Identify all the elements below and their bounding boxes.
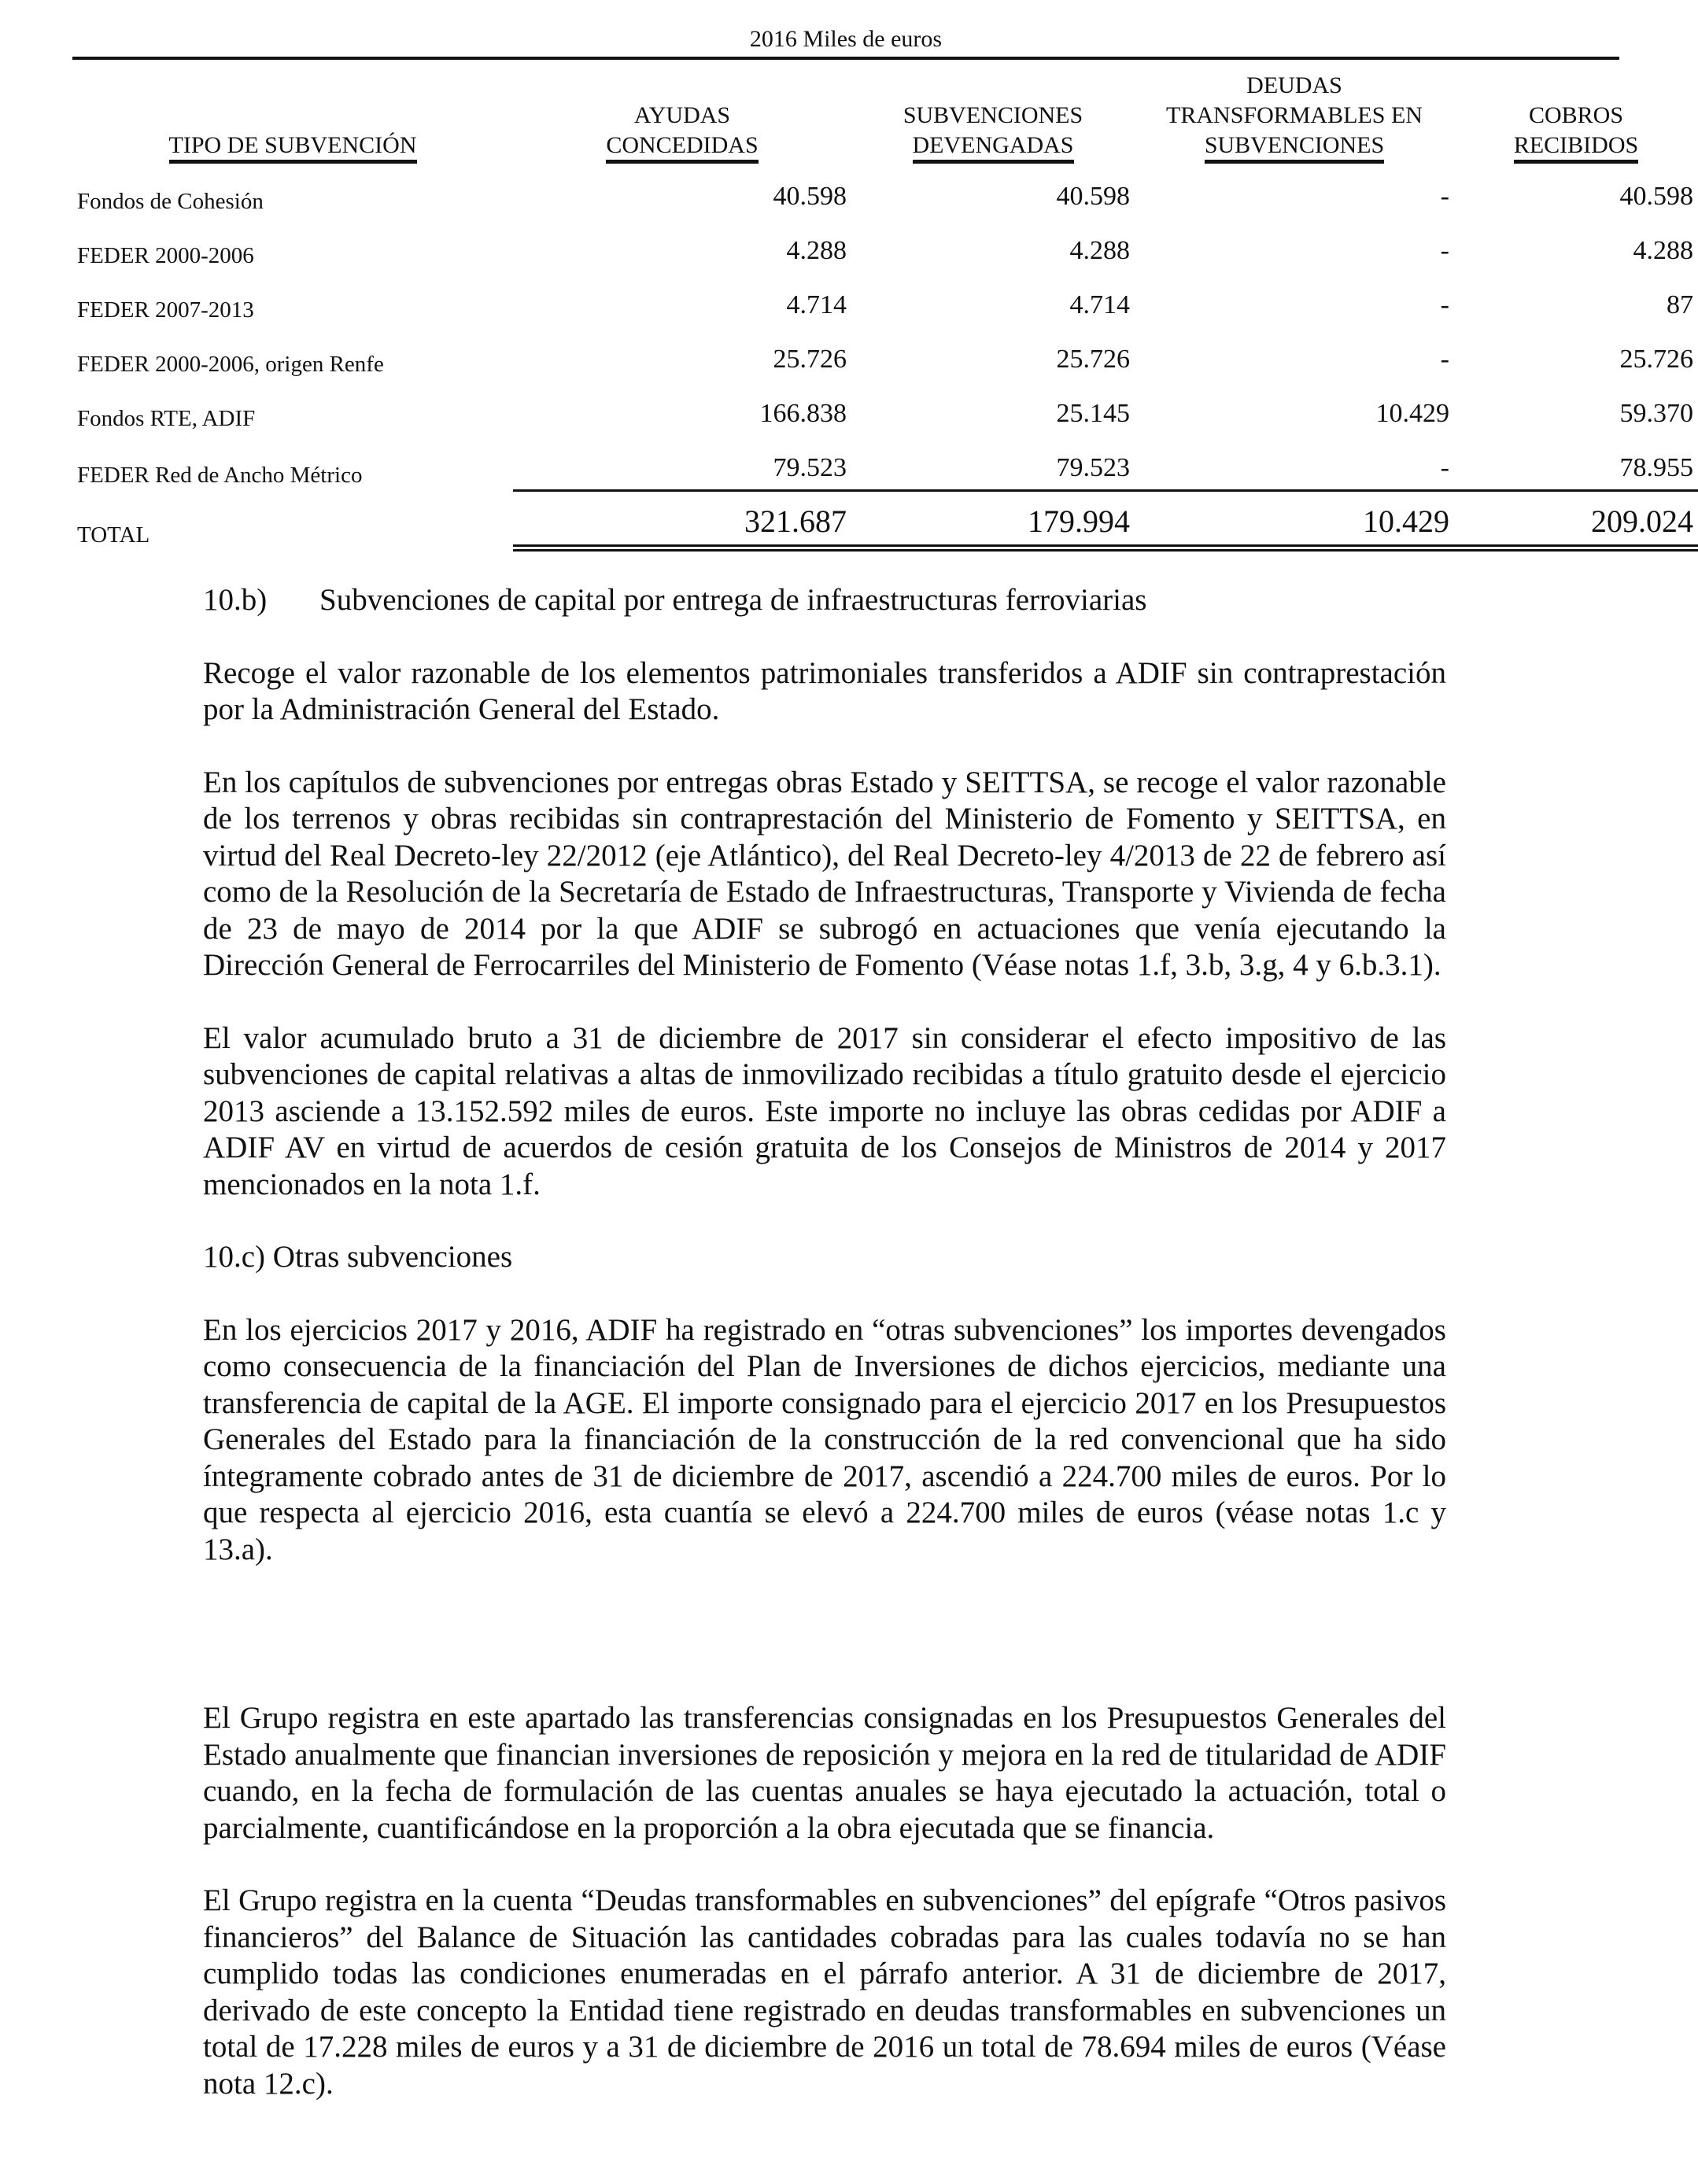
total-cobros: 209.024 xyxy=(1454,492,1698,552)
paragraph: El valor acumulado bruto a 31 de diciembre de 2017 sin considerar el efecto impositivo de las subvenciones de capital relativas a altas de inmovilizado recibidas a título gratuito desde el ejercicio 2013 asciende a 13.152.592 miles de euros. Este importe no incluye las obras cedidas por ADIF a ADIF AV en virtud de acuerdos de cesión gratuita de los Consejos de Ministros de 2014 y 2017 mencionados en la nota 1.f. xyxy=(203,1020,1446,1201)
row-label: Fondos RTE, ADIF xyxy=(77,406,256,431)
total-ayudas: 321.687 xyxy=(513,492,851,552)
paragraph: En los ejercicios 2017 y 2016, ADIF ha registrado en “otras subvenciones” los importes devengados como consecuencia de la financiación del Plan de Inversiones de dichos ejercicios, mediante una transferencia de capital de la AGE. El importe consignado para el ejercicio 2017 en los Presupuestos Generales del Estado para la financiación de la construcción de la red convencional que ha sido íntegramente cobrado antes de 31 de diciembre de 2017, ascendió a 224.700 miles de euros. Por lo que respecta al ejercicio 2016, esta cuantía se elevó a 224.700 miles de euros (véase notas 1.c y 13.a). xyxy=(203,1312,1446,1566)
cell-ayudas: 40.598 xyxy=(773,182,847,211)
header-line: DEVENGADAS xyxy=(913,132,1074,164)
cell-cobros: 40.598 xyxy=(1619,182,1693,211)
header-line: DEUDAS xyxy=(1246,72,1342,98)
row-label: FEDER 2000-2006 xyxy=(77,243,254,268)
header-cobros xyxy=(1454,71,1698,164)
header-line: RECIBIDOS xyxy=(1514,132,1638,164)
paragraph: El Grupo registra en la cuenta “Deudas transformables en subvenciones” del epígrafe “Otros pasivos financieros” del Balance de Situación las cantidades cobradas para las cuales todavía no se han cumplido todas las condiciones enumeradas en el párrafo anterior. A 31 de diciembre de 2017, derivado de este concepto la Entidad tiene registrado en deudas transformables en subvenciones un total de 17.228 miles de euros y a 31 de diciembre de 2016 un total de 78.694 miles de euros (Véase nota 12.c). xyxy=(203,1883,1446,2101)
cell-cobros: 25.726 xyxy=(1619,345,1693,374)
cell-ayudas: 4.288 xyxy=(786,236,847,265)
header-line: CONCEDIDAS xyxy=(606,132,758,164)
cell-subvenciones: 40.598 xyxy=(1056,182,1130,211)
section-number: 10.b) xyxy=(203,583,268,617)
row-label: Fondos de Cohesión xyxy=(77,189,264,214)
paragraph: El Grupo registra en este apartado las transferencias consignadas en los Presupuestos Generales del Estado anualmente que financian inversiones de reposición y mejora en la red de titularidad de ADIF cuando, en la fecha de formulación de las cuentas anuales se haya ejecutado la actuación, total o parcialmente, cuantificándose en la proporción a la obra ejecutada que se financia. xyxy=(203,1701,1446,1845)
section-10c-heading: 10.c) Otras subvenciones xyxy=(203,1240,513,1274)
subsidies-table-block xyxy=(72,22,1693,552)
notes-body xyxy=(203,582,1446,2102)
table-row xyxy=(72,218,1698,272)
total-subvenciones: 179.994 xyxy=(851,492,1135,552)
table-row xyxy=(72,272,1698,326)
header-ayudas xyxy=(513,71,851,164)
cell-deudas: - xyxy=(1440,290,1449,319)
total-row xyxy=(72,492,1698,552)
cell-ayudas: 166.838 xyxy=(759,399,847,428)
header-line: COBROS xyxy=(1528,102,1624,128)
header-line: SUBVENCIONES xyxy=(1205,132,1384,164)
header-line: TRANSFORMABLES EN xyxy=(1166,102,1423,128)
total-label: TOTAL xyxy=(77,522,150,548)
cell-cobros: 87 xyxy=(1667,290,1693,319)
cell-deudas: 10.429 xyxy=(1375,399,1449,428)
cell-cobros: 78.955 xyxy=(1454,435,1698,492)
header-line: TIPO DE SUBVENCIÓN xyxy=(169,132,417,164)
table-header-row xyxy=(72,71,1698,164)
header-line: AYUDAS xyxy=(633,102,731,128)
cell-deudas: - xyxy=(1440,182,1449,211)
table-row xyxy=(72,435,1698,492)
table-row xyxy=(72,164,1698,218)
cell-cobros: 4.288 xyxy=(1633,236,1693,265)
paragraph: Recoge el valor razonable de los elementos patrimoniales transferidos a ADIF sin contraprestación por la Administración General del Estado. xyxy=(203,655,1446,726)
cell-subvenciones: 25.726 xyxy=(1056,345,1130,374)
cell-cobros: 59.370 xyxy=(1619,399,1693,428)
cell-deudas: - xyxy=(1440,345,1449,374)
table-row xyxy=(72,326,1698,381)
cell-ayudas: 4.714 xyxy=(786,290,847,319)
section-title: Subvenciones de capital por entrega de infraestructuras ferroviarias xyxy=(319,583,1147,617)
row-label: FEDER 2000-2006, origen Renfe xyxy=(77,352,384,377)
cell-subvenciones: 4.288 xyxy=(1069,236,1130,265)
cell-subvenciones: 25.145 xyxy=(1056,399,1130,428)
header-deudas xyxy=(1135,71,1454,164)
cell-subvenciones: 79.523 xyxy=(851,435,1135,492)
table-caption: 2016 Miles de euros xyxy=(72,22,1619,60)
cell-deudas: - xyxy=(1135,435,1454,492)
cell-ayudas: 79.523 xyxy=(513,435,851,492)
section-10b-heading xyxy=(203,582,1446,619)
cell-ayudas: 25.726 xyxy=(773,345,847,374)
subsidies-table xyxy=(72,71,1698,552)
header-line: SUBVENCIONES xyxy=(903,102,1083,128)
cell-subvenciones: 4.714 xyxy=(1069,290,1130,319)
row-label: FEDER 2007-2013 xyxy=(77,297,254,323)
table-row xyxy=(72,381,1698,435)
row-label: FEDER Red de Ancho Métrico xyxy=(77,463,363,488)
paragraph: En los capítulos de subvenciones por entregas obras Estado y SEITTSA, se recoge el valor razonable de los terrenos y obras recibidas sin contraprestación del Ministerio de Fomento y SEITTSA, en virtud del Real Decreto-ley 22/2012 (eje Atlántico), del Real Decreto-ley 4/2013 de 22 de febrero así como de la Resolución de la Secretaría de Estado de Infraestructuras, Transporte y Vivienda de fecha de 23 de mayo de 2014 por la que ADIF se subrogó en actuaciones que venía ejecutando la Dirección General de Ferrocarriles del Ministerio de Fomento (Véase notas 1.f, 3.b, 3.g, 4 y 6.b.3.1). xyxy=(203,765,1446,982)
cell-deudas: - xyxy=(1440,236,1449,265)
total-deudas: 10.429 xyxy=(1135,492,1454,552)
header-subvenciones xyxy=(851,71,1135,164)
header-tipo xyxy=(72,71,513,164)
